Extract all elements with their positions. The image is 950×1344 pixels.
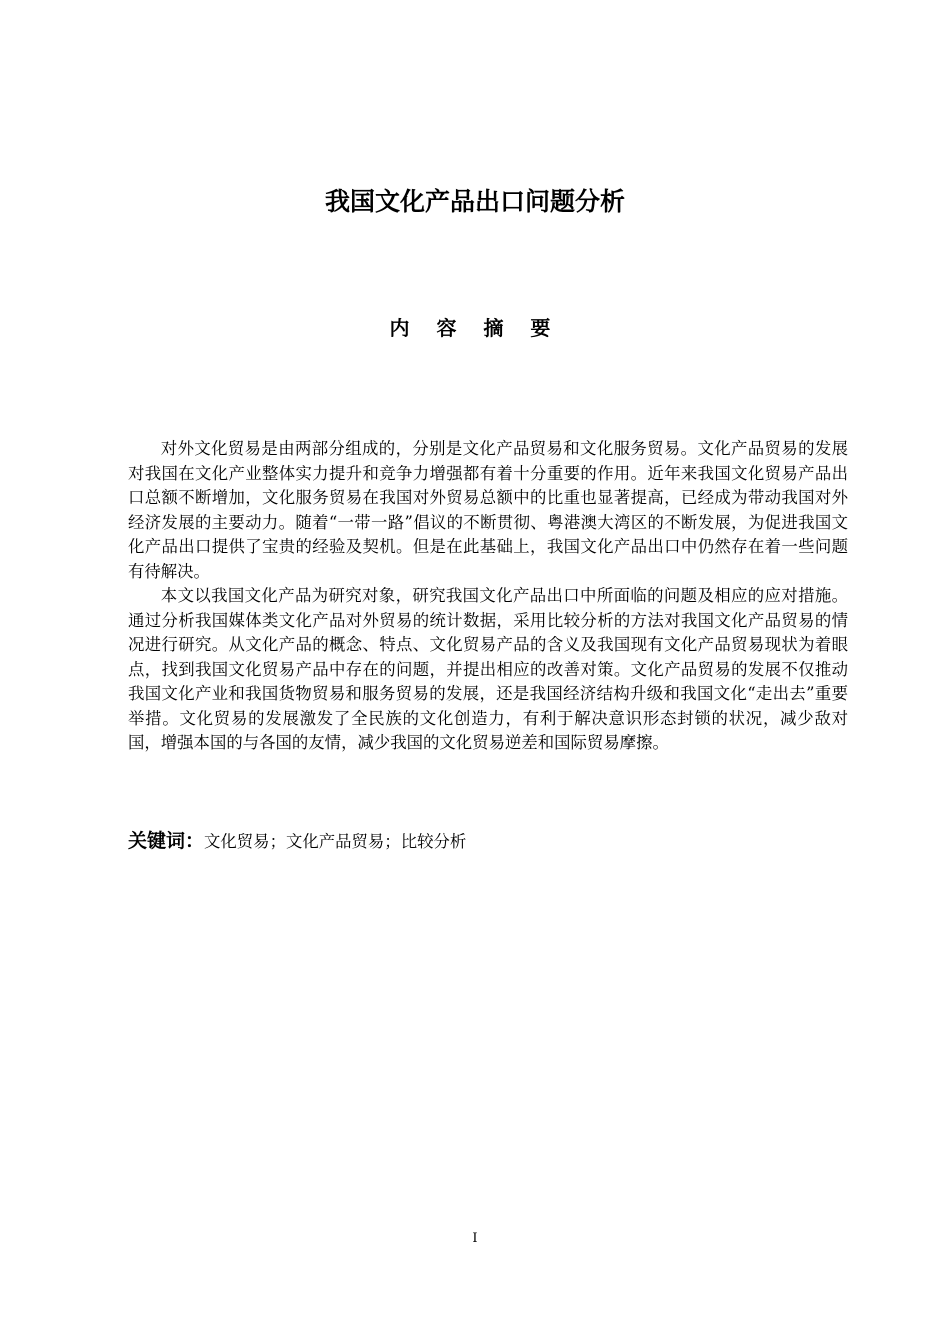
abstract-body — [128, 437, 848, 756]
paper-title: 我国文化产品出口问题分析 — [324, 187, 625, 216]
keywords-list: 文化贸易；文化产品贸易；比较分析 — [204, 832, 467, 851]
keywords-label: 关键词： — [128, 830, 205, 852]
abstract-heading: 内 容 摘 要 — [389, 316, 561, 340]
abstract-paragraph-2: 本文以我国文化产品为研究对象，研究我国文化产品出口中所面临的问题及相应的应对措施。通过分析我国媒体类文化产品对外贸易的统计数据，采用比较分析的方法对我国文化产品贸易的情况进行研究。从文化产品的概念、特点、文化贸易产品的含义及我国现有文化产品贸易现状为着眼点，找到我国文化贸易产品中存在的问题，并提出相应的改善对策。文化产品贸易的发展不仅推动我国文化产业和我国货物贸易和服务贸易的发展，还是我国经济结构升级和我国文化“走出去”重要举措。文化贸易的发展激发了全民族的文化创造力，有利于解决意识形态封锁的状况，减少敌对国，增强本国的与各国的友情，减少我国的文化贸易逆差和国际贸易摩擦。 — [128, 586, 848, 752]
keywords-line — [128, 826, 848, 857]
abstract-paragraph-1: 对外文化贸易是由两部分组成的，分别是文化产品贸易和文化服务贸易。文化产品贸易的发展对我国在文化产业整体实力提升和竞争力增强都有着十分重要的作用。近年来我国文化贸易产品出口总额不断增加，文化服务贸易在我国对外贸易总额中的比重也显著提高，已经成为带动我国对外经济发展的主要动力。随着“一带一路”倡议的不断贯彻、粤港澳大湾区的不断发展，为促进我国文化产品出口提供了宝贵的经验及契机。但是在此基础上，我国文化产品出口中仍然存在着一些问题有待解决。 — [128, 439, 848, 581]
page-number: I — [472, 1231, 478, 1246]
